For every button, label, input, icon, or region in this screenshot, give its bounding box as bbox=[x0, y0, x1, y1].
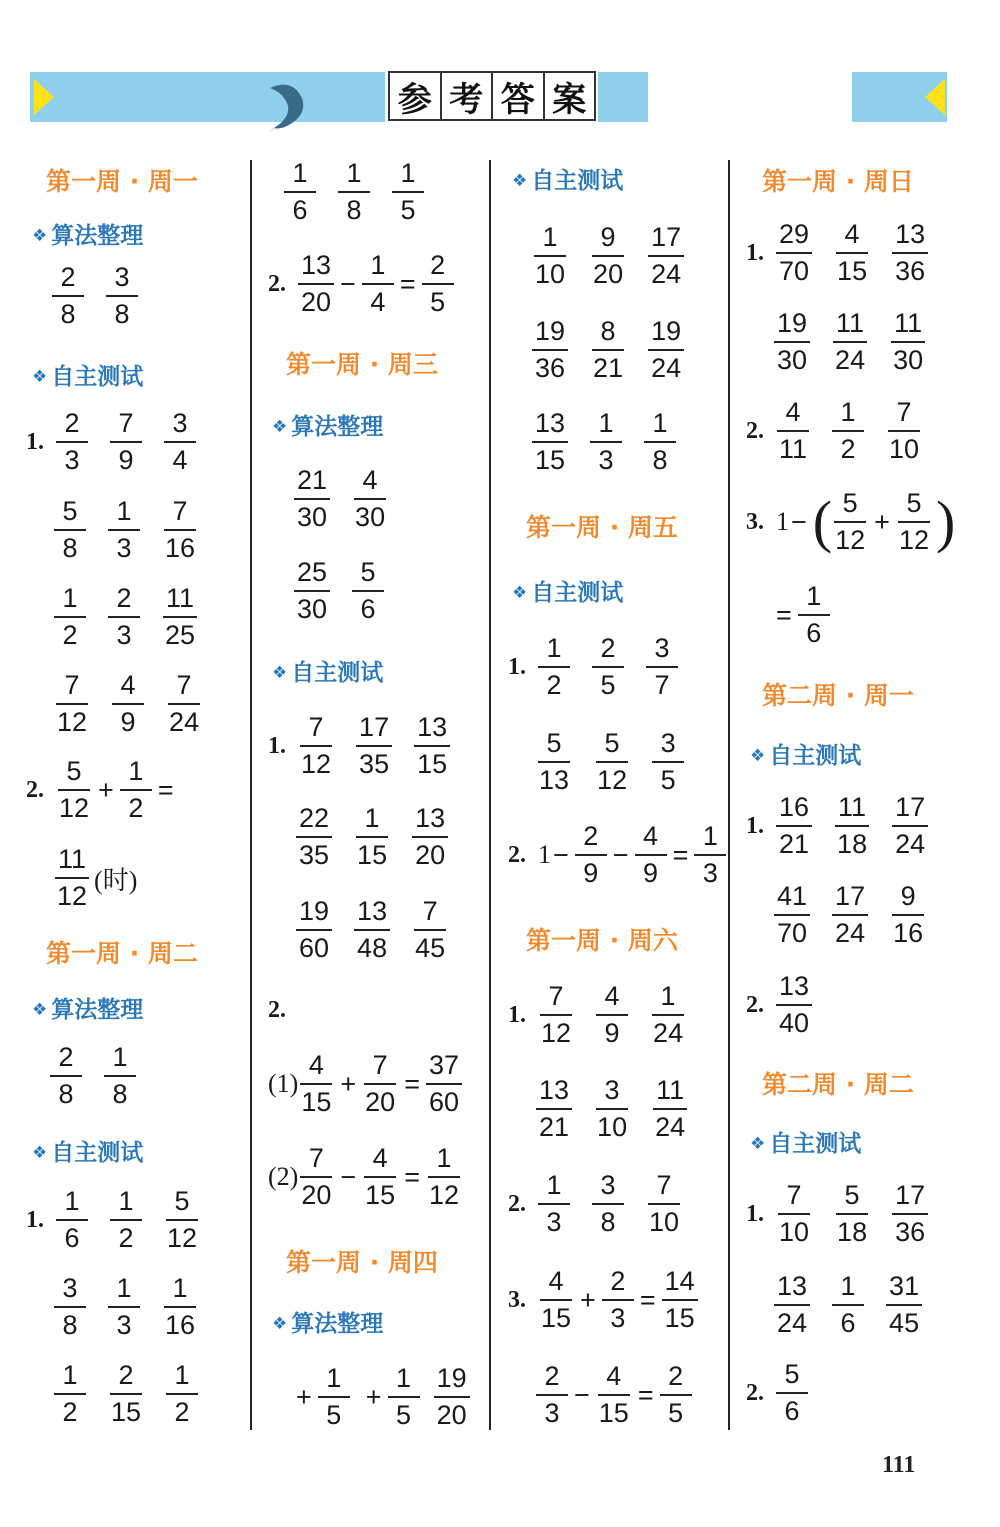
answer-row bbox=[54, 490, 220, 570]
fraction: $\frac{37}{60}$ bbox=[426, 1052, 462, 1116]
answer-row: 2. $\frac{13}{20}$ − $\frac{1}{4}$ = $\frac{2}{5}$ bbox=[268, 244, 458, 324]
fraction: $\frac{7}{20}$ bbox=[365, 1050, 396, 1117]
fraction: $\frac{13}{36}$ bbox=[892, 221, 928, 285]
section-title: 第一周 · 周一 bbox=[46, 167, 198, 196]
fraction: $\frac{1}{2}$ bbox=[166, 1362, 198, 1426]
subsection-title: ❖ 自主测试 bbox=[512, 580, 624, 606]
answer-row: 3. $\frac{4}{15}$ + $\frac{2}{3}$ = $\frac{14}{15}$ bbox=[508, 1260, 702, 1340]
question-number: 2. bbox=[746, 417, 764, 444]
fraction: $\frac{2}{3}$ bbox=[108, 585, 140, 649]
question-number: 2. bbox=[268, 996, 286, 1023]
fraction: $\frac{2}{5}$ bbox=[422, 252, 454, 316]
fraction: $\frac{3}{8}$ bbox=[106, 264, 138, 328]
title-char: 答 bbox=[493, 73, 545, 119]
fraction: $\frac{17}{24}$ bbox=[648, 224, 684, 288]
answer-row bbox=[532, 310, 706, 390]
section-title: 第二周 · 周二 bbox=[762, 1070, 914, 1099]
answer-row bbox=[296, 890, 470, 970]
fraction: $\frac{41}{70}$ bbox=[774, 883, 810, 947]
fraction: $\frac{1}{8}$ bbox=[644, 410, 676, 474]
fraction: $\frac{1}{24}$ bbox=[653, 981, 684, 1048]
subsection-title: ❖ 自主测试 bbox=[272, 660, 384, 686]
fraction: $\frac{1}{5}$ bbox=[388, 1365, 420, 1429]
fraction: $\frac{2}{9}$ bbox=[575, 823, 607, 887]
answer-row bbox=[532, 402, 698, 482]
answer-row: = $\frac{1}{6}$ bbox=[774, 575, 834, 655]
fraction: $\frac{9}{20}$ bbox=[593, 222, 624, 289]
diamond-icon: ❖ bbox=[32, 1000, 48, 1020]
question-number: 3. bbox=[508, 1286, 526, 1313]
fraction: $\frac{4}{15}$ bbox=[598, 1361, 629, 1428]
sub-question-number: (2) bbox=[268, 1162, 299, 1191]
question-number: 1. bbox=[746, 1200, 764, 1227]
question-number: 1. bbox=[508, 653, 526, 680]
fraction: $\frac{1}{3}$ bbox=[108, 1275, 140, 1339]
answer-row bbox=[746, 1353, 830, 1433]
fraction: $\frac{13}{15}$ bbox=[532, 410, 568, 474]
fraction: $\frac{2}{8}$ bbox=[52, 264, 84, 328]
fraction: $\frac{3}{8}$ bbox=[54, 1275, 86, 1339]
fraction: $\frac{3}{7}$ bbox=[646, 635, 678, 699]
unit-label: (时) bbox=[94, 865, 138, 895]
answer-row: $\frac{2}{3}$ − $\frac{4}{15}$ = $\frac{2}{5}$ bbox=[536, 1355, 696, 1435]
fraction: $\frac{1}{16}$ bbox=[165, 1273, 196, 1340]
fraction: $\frac{2}{5}$ bbox=[660, 1363, 692, 1427]
diamond-icon: ❖ bbox=[272, 663, 288, 683]
subsection-title: ❖ 自主测试 bbox=[750, 743, 862, 769]
fraction: $\frac{2}{3}$ bbox=[56, 410, 88, 474]
fraction: $\frac{13}{21}$ bbox=[536, 1077, 572, 1141]
section-title: 第一周 · 周六 bbox=[526, 926, 678, 955]
answer-row: + $\frac{1}{5}$ + $\frac{1}{5}$ $\frac{19}{20}$ bbox=[294, 1357, 474, 1437]
subsection-title: ❖ 算法整理 bbox=[272, 414, 384, 440]
fraction: $\frac{7}{16}$ bbox=[165, 496, 196, 563]
fraction: $\frac{7}{10}$ bbox=[889, 397, 920, 464]
answer-row bbox=[536, 1069, 710, 1149]
answer-row bbox=[54, 1267, 220, 1347]
fraction: $\frac{1}{3}$ bbox=[108, 498, 140, 562]
answer-row: 2. $\frac{5}{12}$ + $\frac{1}{2}$ = bbox=[26, 756, 174, 823]
answer-row bbox=[294, 551, 406, 631]
question-number: 2. bbox=[268, 270, 286, 297]
fraction: $\frac{19}{30}$ bbox=[774, 310, 810, 374]
answer-row bbox=[54, 664, 224, 744]
answer-row bbox=[26, 1180, 222, 1260]
fraction: $\frac{7}{12}$ bbox=[541, 981, 572, 1048]
fraction: $\frac{5}{12}$ bbox=[898, 488, 929, 555]
fraction: $\frac{1}{8}$ bbox=[104, 1044, 136, 1108]
subsection-title: ❖ 自主测试 bbox=[32, 364, 144, 390]
fraction: $\frac{11}{30}$ bbox=[893, 308, 924, 375]
fraction: $\frac{5}{8}$ bbox=[54, 498, 86, 562]
fraction: $\frac{13}{20}$ bbox=[412, 805, 448, 869]
fraction: $\frac{31}{45}$ bbox=[886, 1273, 922, 1337]
title-char: 考 bbox=[442, 73, 494, 119]
answer-row: 3. 1 − ( $\frac{5}{12}$ + $\frac{5}{12}$ ) bbox=[746, 488, 956, 555]
subsection-title: ❖ 自主测试 bbox=[32, 1140, 144, 1166]
fraction: $\frac{1}{8}$ bbox=[338, 160, 370, 224]
header-banner-mid bbox=[598, 72, 648, 122]
fraction: $\frac{5}{12}$ bbox=[597, 728, 628, 795]
header-banner-left bbox=[30, 72, 385, 122]
fraction: $\frac{17}{36}$ bbox=[892, 1182, 928, 1246]
answer-row bbox=[268, 970, 298, 1050]
answer-row: (2) $\frac{7}{20}$ − $\frac{4}{15}$ = $\frac{1}{12}$ bbox=[268, 1137, 466, 1217]
fraction: $\frac{7}{10}$ bbox=[779, 1180, 810, 1247]
section-title: 第一周 · 周二 bbox=[46, 939, 198, 968]
column-divider bbox=[728, 160, 730, 1430]
fraction: $\frac{1}{3}$ bbox=[694, 823, 726, 887]
answer-row bbox=[54, 577, 220, 657]
question-number: 1. bbox=[746, 812, 764, 839]
fraction: $\frac{22}{35}$ bbox=[296, 805, 332, 869]
fraction: $\frac{1}{2}$ bbox=[538, 635, 570, 699]
fraction: $\frac{1}{6}$ bbox=[832, 1273, 864, 1337]
fraction: $\frac{3}{5}$ bbox=[652, 730, 684, 794]
answer-row bbox=[746, 213, 950, 293]
fraction: $\frac{4}{11}$ bbox=[779, 397, 808, 464]
subsection-title: ❖ 算法整理 bbox=[32, 997, 144, 1023]
fraction: $\frac{1}{2}$ bbox=[110, 1188, 142, 1252]
subsection-title: ❖ 自主测试 bbox=[750, 1131, 862, 1157]
question-number: 2. bbox=[508, 841, 526, 868]
fraction: $\frac{19}{36}$ bbox=[532, 318, 568, 382]
fraction: $\frac{4}{30}$ bbox=[355, 465, 386, 532]
fraction: $\frac{7}{24}$ bbox=[169, 670, 200, 737]
column-divider bbox=[250, 160, 252, 1430]
sub-question-number: (1) bbox=[268, 1069, 299, 1098]
fraction: $\frac{5}{6}$ bbox=[776, 1361, 808, 1425]
fraction: $\frac{29}{70}$ bbox=[776, 221, 812, 285]
fraction: $\frac{5}{6}$ bbox=[352, 559, 384, 623]
fraction: $\frac{2}{5}$ bbox=[592, 635, 624, 699]
answer-row bbox=[746, 965, 834, 1045]
fraction: $\frac{5}{13}$ bbox=[539, 728, 570, 795]
title-char: 案 bbox=[552, 79, 587, 120]
fraction: $\frac{1}{4}$ bbox=[362, 252, 394, 316]
page-title bbox=[388, 71, 596, 121]
fraction: $\frac{17}{24}$ bbox=[832, 883, 868, 947]
fraction: $\frac{1}{6}$ bbox=[56, 1188, 88, 1252]
fraction: $\frac{4}{9}$ bbox=[596, 983, 628, 1047]
column-divider bbox=[489, 160, 491, 1430]
answer-row: 2. 1 − $\frac{2}{9}$ − $\frac{4}{9}$ = $\frac{1}{3}$ bbox=[508, 815, 730, 895]
fraction: $\frac{13}{15}$ bbox=[414, 714, 450, 778]
fraction: $\frac{2}{15}$ bbox=[111, 1360, 142, 1427]
answer-row bbox=[26, 402, 218, 482]
fraction: $\frac{1}{2}$ bbox=[120, 758, 152, 822]
answer-row bbox=[774, 875, 948, 955]
fraction: $\frac{7}{12}$ bbox=[57, 670, 88, 737]
fraction: $\frac{5}{12}$ bbox=[167, 1186, 198, 1253]
diamond-icon: ❖ bbox=[32, 1143, 48, 1163]
fraction: $\frac{4}{15}$ bbox=[365, 1143, 396, 1210]
fraction: $\frac{1}{5}$ bbox=[392, 160, 424, 224]
diamond-icon: ❖ bbox=[272, 1314, 288, 1334]
diamond-icon: ❖ bbox=[512, 583, 528, 603]
fraction: $\frac{7}{12}$ bbox=[301, 712, 332, 779]
answer-row bbox=[52, 256, 160, 336]
fraction: $\frac{4}{9}$ bbox=[112, 672, 144, 736]
subsection-title: ❖ 算法整理 bbox=[32, 223, 144, 249]
answer-row bbox=[268, 706, 472, 786]
diamond-icon: ❖ bbox=[32, 226, 48, 246]
answer-row bbox=[774, 1265, 944, 1345]
fraction: $\frac{13}{48}$ bbox=[354, 898, 390, 962]
fraction: $\frac{7}{10}$ bbox=[649, 1170, 680, 1237]
answer-row bbox=[774, 302, 948, 382]
fraction: $\frac{1}{2}$ bbox=[54, 1362, 86, 1426]
answer-row bbox=[746, 391, 944, 471]
answer-row bbox=[746, 786, 950, 866]
fraction: $\frac{3}{8}$ bbox=[592, 1172, 624, 1236]
question-number: 2. bbox=[508, 1190, 526, 1217]
fraction: $\frac{13}{24}$ bbox=[774, 1273, 810, 1337]
fraction: $\frac{2}{3}$ bbox=[536, 1363, 568, 1427]
answer-row bbox=[508, 627, 700, 707]
fraction: $\frac{1}{2}$ bbox=[54, 585, 86, 649]
section-title: 第一周 · 周五 bbox=[526, 513, 678, 542]
fraction: $\frac{2}{3}$ bbox=[602, 1268, 634, 1332]
answer-row: (1) $\frac{4}{15}$ + $\frac{7}{20}$ = $\frac{37}{60}$ bbox=[268, 1044, 466, 1124]
fraction: $\frac{17}{24}$ bbox=[892, 794, 928, 858]
fraction: $\frac{13}{20}$ bbox=[298, 252, 334, 316]
page-number: 111 bbox=[882, 1452, 916, 1478]
fraction: $\frac{1}{2}$ bbox=[832, 399, 864, 463]
fraction: $\frac{7}{20}$ bbox=[301, 1143, 332, 1210]
answer-row bbox=[54, 1354, 220, 1434]
fraction: $\frac{11}{18}$ bbox=[837, 792, 868, 859]
answer-row bbox=[50, 1036, 158, 1116]
question-number: 1. bbox=[26, 1206, 44, 1233]
fraction: $\frac{19}{20}$ bbox=[434, 1365, 470, 1429]
fraction: $\frac{14}{15}$ bbox=[662, 1268, 698, 1332]
fraction: $\frac{11}{24}$ bbox=[655, 1075, 686, 1142]
fraction: $\frac{11}{25}$ bbox=[165, 583, 196, 650]
fraction: $\frac{7}{9}$ bbox=[110, 410, 142, 474]
diamond-icon: ❖ bbox=[272, 417, 288, 437]
answer-row bbox=[284, 152, 446, 232]
fraction: $\frac{1}{3}$ bbox=[538, 1172, 570, 1236]
answer-row bbox=[746, 1174, 950, 1254]
fraction: $\frac{4}{15}$ bbox=[301, 1050, 332, 1117]
fraction: $\frac{5}{12}$ bbox=[835, 488, 866, 555]
answer-row bbox=[532, 216, 706, 296]
fraction: $\frac{5}{18}$ bbox=[837, 1180, 868, 1247]
question-number: 1. bbox=[268, 732, 286, 759]
fraction: $\frac{21}{30}$ bbox=[294, 467, 330, 531]
fraction: $\frac{4}{15}$ bbox=[541, 1266, 572, 1333]
fraction: $\frac{7}{45}$ bbox=[415, 896, 446, 963]
answer-row bbox=[294, 459, 410, 539]
subsection-title: ❖ 算法整理 bbox=[272, 1311, 384, 1337]
diamond-icon: ❖ bbox=[750, 746, 766, 766]
title-char: 参 bbox=[390, 73, 442, 119]
question-number: 1. bbox=[746, 239, 764, 266]
fraction: $\frac{1}{10}$ bbox=[535, 222, 566, 289]
fraction: $\frac{11}{12}$ bbox=[57, 844, 88, 911]
fish-icon bbox=[262, 78, 312, 133]
question-number: 1. bbox=[508, 1001, 526, 1028]
fraction: $\frac{13}{40}$ bbox=[776, 973, 812, 1037]
question-number: 2. bbox=[26, 776, 44, 803]
diamond-icon: ❖ bbox=[32, 367, 48, 387]
question-number: 2. bbox=[746, 991, 764, 1018]
fraction: $\frac{1}{15}$ bbox=[357, 803, 388, 870]
diamond-icon: ❖ bbox=[750, 1134, 766, 1154]
fraction: $\frac{1}{5}$ bbox=[318, 1365, 350, 1429]
fraction: $\frac{4}{9}$ bbox=[635, 823, 667, 887]
diamond-icon: ❖ bbox=[512, 171, 528, 191]
fraction: $\frac{3}{4}$ bbox=[164, 410, 196, 474]
answer-row bbox=[508, 975, 708, 1055]
section-title: 第二周 · 周一 bbox=[762, 681, 914, 710]
question-number: 3. bbox=[746, 508, 764, 535]
answer-row bbox=[296, 797, 470, 877]
section-title: 第一周 · 周三 bbox=[286, 350, 438, 379]
fraction: $\frac{11}{24}$ bbox=[835, 308, 866, 375]
question-number: 2. bbox=[746, 1379, 764, 1406]
answer-row bbox=[508, 1164, 704, 1244]
section-title: 第一周 · 周四 bbox=[286, 1248, 438, 1277]
fraction: $\frac{2}{8}$ bbox=[50, 1044, 82, 1108]
fraction: $\frac{1}{3}$ bbox=[590, 410, 622, 474]
answer-row bbox=[536, 722, 706, 802]
question-number: 1. bbox=[26, 428, 44, 455]
right-arrow-icon bbox=[925, 79, 945, 115]
left-arrow-icon bbox=[34, 79, 54, 115]
fraction: $\frac{1}{12}$ bbox=[428, 1143, 460, 1210]
fraction: $\frac{19}{24}$ bbox=[648, 318, 684, 382]
fraction: $\frac{1}{6}$ bbox=[798, 583, 830, 647]
section-title: 第一周 · 周日 bbox=[762, 167, 914, 196]
fraction: $\frac{8}{21}$ bbox=[593, 316, 624, 383]
subsection-title: ❖ 自主测试 bbox=[512, 168, 624, 194]
answer-row bbox=[54, 838, 137, 918]
fraction: $\frac{17}{35}$ bbox=[356, 714, 392, 778]
fraction: $\frac{5}{12}$ bbox=[59, 756, 90, 823]
fraction: $\frac{3}{10}$ bbox=[597, 1075, 628, 1142]
fraction: $\frac{16}{21}$ bbox=[776, 794, 812, 858]
fraction: $\frac{19}{60}$ bbox=[296, 898, 332, 962]
fraction: $\frac{1}{6}$ bbox=[284, 160, 316, 224]
fraction: $\frac{4}{15}$ bbox=[837, 219, 868, 286]
fraction: $\frac{9}{16}$ bbox=[893, 881, 924, 948]
fraction: $\frac{25}{30}$ bbox=[294, 559, 330, 623]
